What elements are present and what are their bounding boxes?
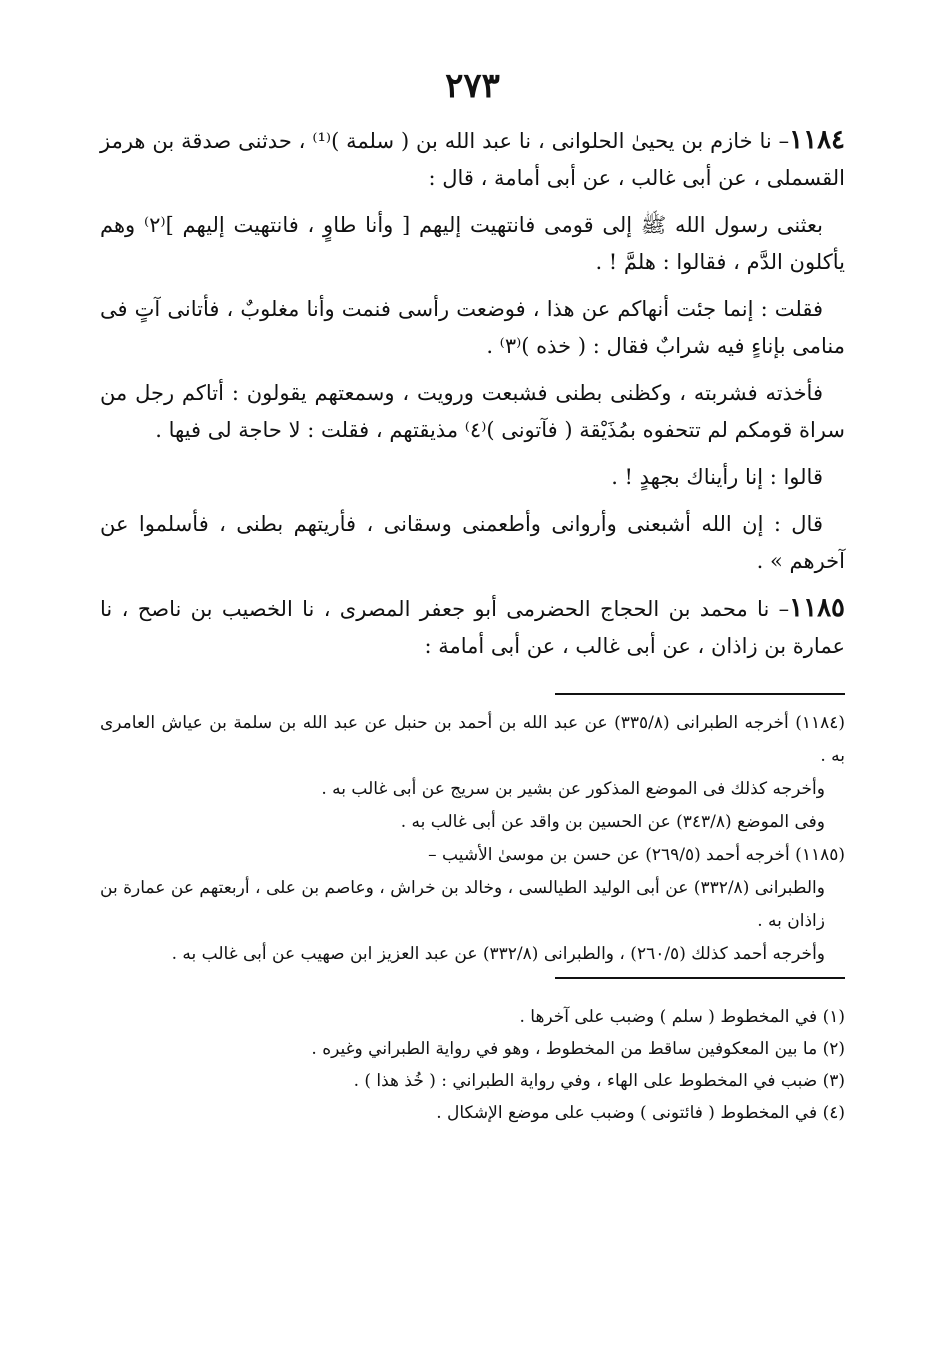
hadith-number-1184: ١١٨٤: [789, 125, 845, 155]
hadith-1184-para-2: بعثنى رسول الله ﷺ إلى قومى فانتهيت إليهم [ وأنا طاوٍ ، فانتهيت إليهم ]⁽٢⁾ وهم يأكلون الدَّم ، فقالوا : هلمَّ ! .: [100, 213, 845, 274]
main-text: [100, 122, 845, 665]
takhrij-entry: وفى الموضع (٣٤٣/٨) عن الحسين بن واقد عن أبى غالب به .: [400, 812, 825, 832]
takhrij-entry: وأخرجه أحمد كذلك (٢٦٠/٥) ، والطبرانى (٣٣٢/٨) عن عبد العزيز ابن صهيب عن أبى غالب به .: [171, 944, 825, 964]
hadith-1185: [100, 590, 845, 665]
takhrij-entry: (١١٨٤) أخرجه الطبرانى (٣٣٥/٨) عن عبد الله بن أحمد بن حنبل عن عبد الله بن سلمة بن عياش العامرى به .: [100, 713, 846, 766]
separator-notes: [555, 977, 845, 979]
hadith-1184-para-4: فأخذته فشربته ، وكظنى بطنى فشبعت ورويت ، وسمعتهم يقولون : أتاكم رجل من سراة قومكم لم تتحفوه بمُذَيْقة ( فآتونى )⁽٤⁾ مذيقتهم ، فقلت : لا حاجة لى فيها .: [100, 381, 845, 442]
footnotes-section: [100, 1001, 845, 1129]
footnote: (٤) في المخطوط ( فائتونى ) وضبب على موضع الإشكال .: [436, 1103, 845, 1123]
takhrij-entry: (١١٨٥) أخرجه أحمد (٢٦٩/٥) عن حسن بن موسىٰ الأشيب –: [428, 845, 845, 865]
hadith-1185-isnad: – نا محمد بن الحجاج الحضرمى أبو جعفر المصرى ، نا الخصيب بن ناصح ، نا عمارة بن زاذان ، عن أبى غالب ، عن أبى أمامة :: [100, 597, 845, 658]
page-number: ٢٧٣: [445, 66, 500, 106]
hadith-1184: [100, 122, 845, 197]
hadith-1184-para-3: فقلت : إنما جئت أنهاكم عن هذا ، فوضعت رأسى فنمت وأنا مغلوبٌ ، فأتانى آتٍ فى منامى بإناءٍ فيه شرابٌ فقال : ( خذه )⁽٣⁾ .: [100, 297, 845, 358]
footnote: (١) في المخطوط ( سلم ) وضبب على آخرها .: [519, 1007, 845, 1027]
separator-takhrij: [555, 693, 845, 695]
hadith-1184-para-5: قالوا : إنا رأيناك بجهدٍ ! .: [611, 465, 823, 489]
book-page: [100, 60, 845, 1129]
hadith-1184-isnad: – نا خازم بن يحيىٰ الحلوانى ، نا عبد الله بن ( سلمة )⁽¹⁾ ، حدثنى صدقة بن هرمز القسملى ، عن أبى غالب ، عن أبى أمامة ، قال :: [100, 129, 845, 190]
footnote: (٢) ما بين المعكوفين ساقط من المخطوط ، وهو في رواية الطبراني وغيره .: [311, 1039, 845, 1059]
hadith-number-1185: ١١٨٥: [789, 593, 845, 623]
takhrij-entry: وأخرجه كذلك فى الموضع المذكور عن بشير بن سريج عن أبى غالب به .: [321, 779, 825, 799]
hadith-1184-para-6: قال : إن الله أشبعنى وأروانى وأطعمنى وسقانى ، فأريتهم بطنى ، فأسلموا عن آخرهم » .: [100, 512, 845, 573]
takhrij-section: [100, 707, 845, 971]
footnote: (٣) ضبب في المخطوط على الهاء ، وفي رواية الطبراني : ( خُذ هذا ) .: [353, 1071, 845, 1091]
takhrij-entry: والطبرانى (٣٣٢/٨) عن أبى الوليد الطيالسى ، وخالد بن خراش ، وعاصم بن على ، أربعتهم عن عمارة بن زاذان به .: [100, 878, 825, 931]
